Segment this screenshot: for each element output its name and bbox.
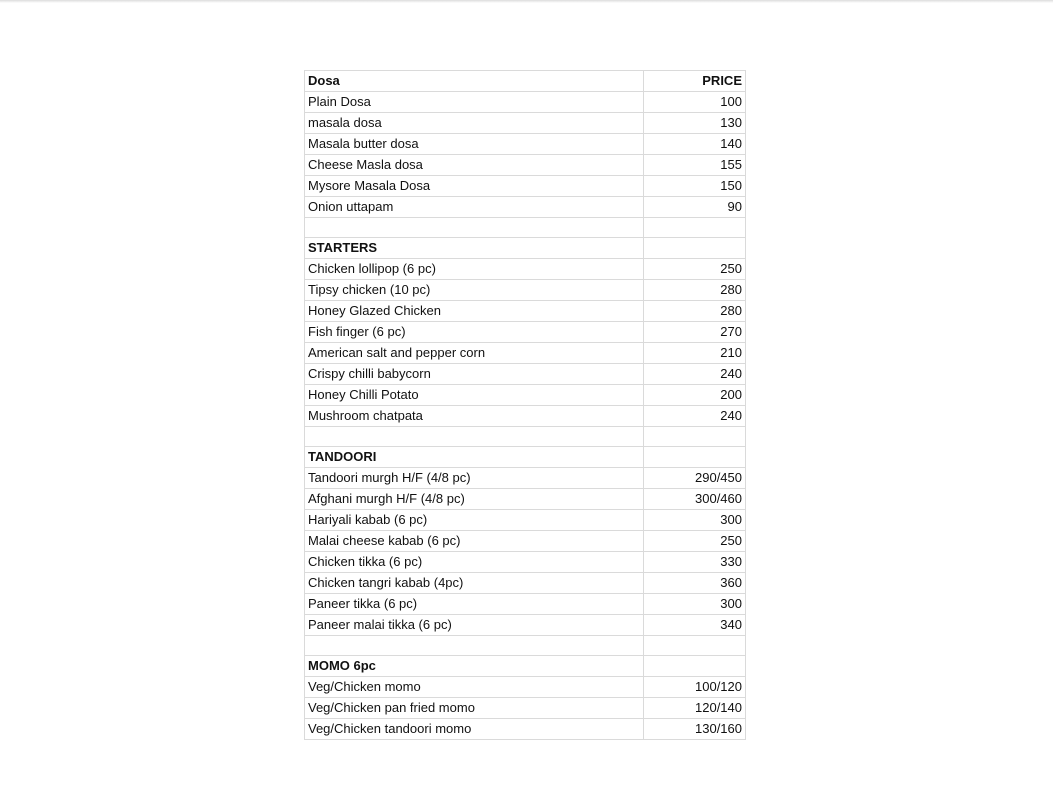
item-price: 340 — [644, 615, 746, 636]
item-price: 270 — [644, 322, 746, 343]
empty-row — [305, 218, 746, 238]
empty-row — [305, 636, 746, 656]
item-name: Veg/Chicken pan fried momo — [305, 698, 644, 719]
item-price: 300 — [644, 594, 746, 615]
item-name: Chicken tikka (6 pc) — [305, 552, 644, 573]
table-row — [305, 176, 746, 197]
table-row — [305, 552, 746, 573]
item-name: Tipsy chicken (10 pc) — [305, 280, 644, 301]
item-price: 300 — [644, 510, 746, 531]
table-row — [305, 280, 746, 301]
table-row — [305, 364, 746, 385]
item-price: 130/160 — [644, 719, 746, 740]
table-row — [305, 698, 746, 719]
item-name: Masala butter dosa — [305, 134, 644, 155]
item-price: 200 — [644, 385, 746, 406]
section-header-row — [305, 447, 746, 468]
section-header-price-cell — [644, 656, 746, 677]
empty-cell — [305, 218, 644, 238]
item-price: 280 — [644, 280, 746, 301]
item-price: 120/140 — [644, 698, 746, 719]
item-name: Honey Chilli Potato — [305, 385, 644, 406]
table-row — [305, 489, 746, 510]
table-row — [305, 594, 746, 615]
section-title: Dosa — [305, 71, 644, 92]
item-name: Chicken lollipop (6 pc) — [305, 259, 644, 280]
table-row — [305, 343, 746, 364]
item-name: masala dosa — [305, 113, 644, 134]
section-title: TANDOORI — [305, 447, 644, 468]
item-price: 250 — [644, 259, 746, 280]
table-row — [305, 385, 746, 406]
item-price: 100 — [644, 92, 746, 113]
table-row — [305, 719, 746, 740]
item-name: Paneer malai tikka (6 pc) — [305, 615, 644, 636]
item-price: 150 — [644, 176, 746, 197]
section-header-row — [305, 656, 746, 677]
table-row — [305, 510, 746, 531]
section-title: STARTERS — [305, 238, 644, 259]
item-name: Honey Glazed Chicken — [305, 301, 644, 322]
empty-cell — [644, 636, 746, 656]
table-row — [305, 113, 746, 134]
table-row — [305, 259, 746, 280]
item-name: American salt and pepper corn — [305, 343, 644, 364]
section-header-price-cell — [644, 447, 746, 468]
item-name: Chicken tangri kabab (4pc) — [305, 573, 644, 594]
table-row — [305, 197, 746, 218]
item-price: 90 — [644, 197, 746, 218]
item-name: Malai cheese kabab (6 pc) — [305, 531, 644, 552]
item-price: 240 — [644, 406, 746, 427]
table-row — [305, 301, 746, 322]
item-name: Mysore Masala Dosa — [305, 176, 644, 197]
item-price: 290/450 — [644, 468, 746, 489]
section-title: MOMO 6pc — [305, 656, 644, 677]
table-row — [305, 155, 746, 176]
item-name: Hariyali kabab (6 pc) — [305, 510, 644, 531]
table-row — [305, 615, 746, 636]
item-name: Paneer tikka (6 pc) — [305, 594, 644, 615]
price-column-header: PRICE — [644, 71, 746, 92]
item-name: Veg/Chicken tandoori momo — [305, 719, 644, 740]
item-name: Tandoori murgh H/F (4/8 pc) — [305, 468, 644, 489]
item-price: 210 — [644, 343, 746, 364]
item-price: 100/120 — [644, 677, 746, 698]
item-price: 330 — [644, 552, 746, 573]
item-price: 140 — [644, 134, 746, 155]
item-name: Fish finger (6 pc) — [305, 322, 644, 343]
item-price: 130 — [644, 113, 746, 134]
item-name: Onion uttapam — [305, 197, 644, 218]
page-top-edge — [0, 0, 1053, 3]
item-name: Crispy chilli babycorn — [305, 364, 644, 385]
item-price: 300/460 — [644, 489, 746, 510]
item-price: 360 — [644, 573, 746, 594]
empty-cell — [644, 427, 746, 447]
item-price: 155 — [644, 155, 746, 176]
table-row — [305, 134, 746, 155]
item-price: 280 — [644, 301, 746, 322]
section-header-row — [305, 238, 746, 259]
item-name: Afghani murgh H/F (4/8 pc) — [305, 489, 644, 510]
table-row — [305, 406, 746, 427]
item-price: 240 — [644, 364, 746, 385]
empty-cell — [305, 427, 644, 447]
section-header-row — [305, 71, 746, 92]
table-row — [305, 677, 746, 698]
table-row — [305, 468, 746, 489]
item-name: Mushroom chatpata — [305, 406, 644, 427]
section-header-price-cell — [644, 238, 746, 259]
item-name: Cheese Masla dosa — [305, 155, 644, 176]
table-row — [305, 531, 746, 552]
empty-row — [305, 427, 746, 447]
empty-cell — [305, 636, 644, 656]
empty-cell — [644, 218, 746, 238]
menu-price-table — [304, 70, 746, 740]
item-price: 250 — [644, 531, 746, 552]
table-row — [305, 573, 746, 594]
item-name: Veg/Chicken momo — [305, 677, 644, 698]
item-name: Plain Dosa — [305, 92, 644, 113]
table-row — [305, 92, 746, 113]
table-row — [305, 322, 746, 343]
